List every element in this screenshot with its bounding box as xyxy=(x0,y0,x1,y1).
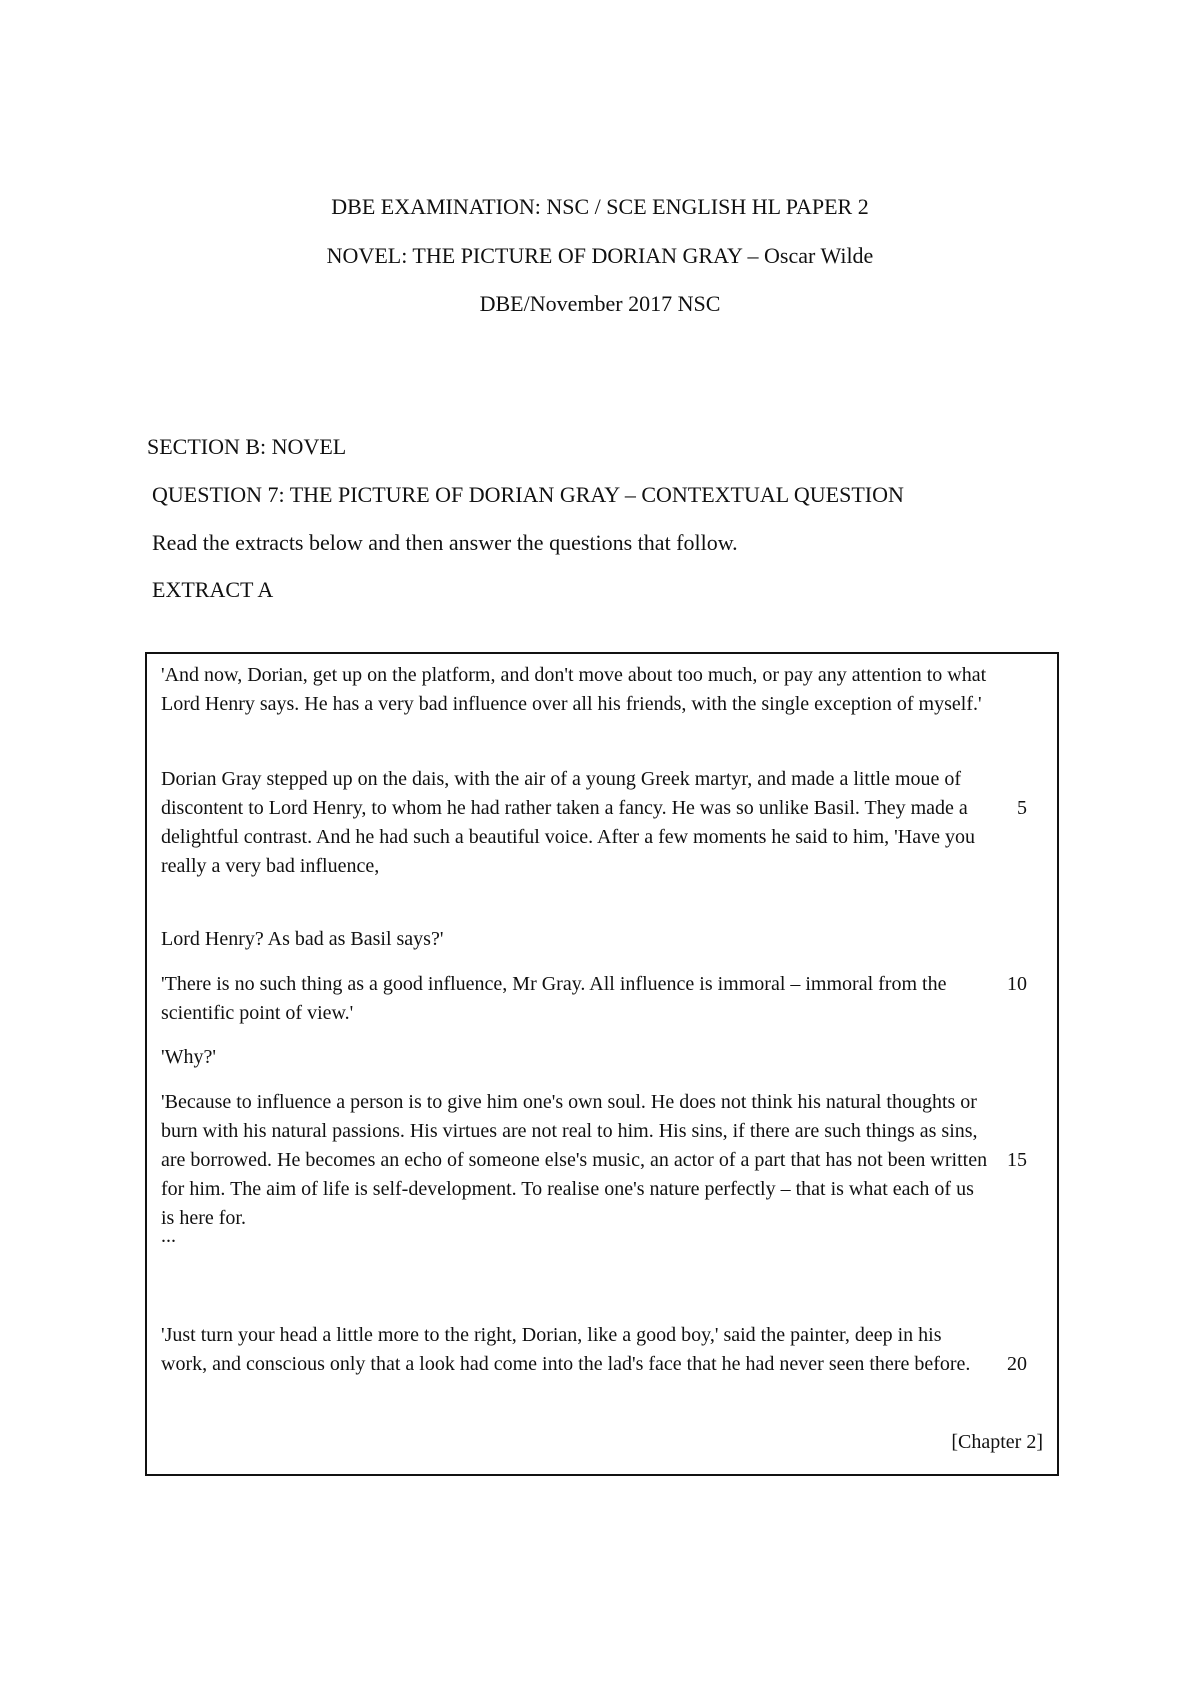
exam-title: DBE EXAMINATION: NSC / SCE ENGLISH HL PAPER 2 xyxy=(331,194,869,219)
extract-paragraph: Lord Henry? As bad as Basil says?' xyxy=(161,928,444,950)
extract-paragraph: 'And now, Dorian, get up on the platform, and don't move about too much, or pay any attention to what Lord Henry says. He has a very bad influence over all his friends, with the single exception of myself.' xyxy=(161,664,987,715)
extract-paragraph: 'There is no such thing as a good influence, Mr Gray. All influence is immoral – immoral from the scientific point of view.' xyxy=(161,973,947,1024)
novel-title: NOVEL: THE PICTURE OF DORIAN GRAY – Oscar Wilde xyxy=(326,243,874,268)
extract-label: EXTRACT A xyxy=(152,577,274,602)
chapter-reference: [Chapter 2] xyxy=(951,1431,1043,1453)
line-number: 5 xyxy=(1017,797,1027,819)
extract-ellipsis: ... xyxy=(161,1225,176,1247)
extract-box xyxy=(145,652,1059,1476)
instruction-text: Read the extracts below and then answer the questions that follow. xyxy=(152,530,738,555)
extract-paragraph: 'Why?' xyxy=(161,1046,216,1068)
line-number: 15 xyxy=(1007,1149,1027,1171)
exam-date: DBE/November 2017 NSC xyxy=(479,291,721,316)
extract-paragraph: Dorian Gray stepped up on the dais, with the air of a young Greek martyr, and made a little moue of discontent to Lord Henry, to whom he had rather taken a fancy. He was so unlike Basil. They made a delightful contrast. And he had such a beautiful voice. After a few moments he said to him, 'Have you really a very bad influence, xyxy=(161,768,975,877)
question-title: QUESTION 7: THE PICTURE OF DORIAN GRAY – CONTEXTUAL QUESTION xyxy=(152,482,904,507)
section-title: SECTION B: NOVEL xyxy=(147,434,347,459)
extract-paragraph: 'Because to influence a person is to give him one's own soul. He does not think his natural thoughts or burn with his natural passions. His virtues are not real to him. His sins, if there are such things as sins, are borrowed. He becomes an echo of someone else's music, an actor of a part that has not been written for him. The aim of life is self-development. To realise one's nature perfectly – that is what each of us is here for. xyxy=(161,1091,988,1229)
line-number: 10 xyxy=(1007,973,1027,995)
extract-paragraph: 'Just turn your head a little more to the right, Dorian, like a good boy,' said the painter, deep in his work, and conscious only that a look had come into the lad's face that he had never seen there before. xyxy=(161,1324,971,1375)
line-number: 20 xyxy=(1007,1353,1027,1375)
